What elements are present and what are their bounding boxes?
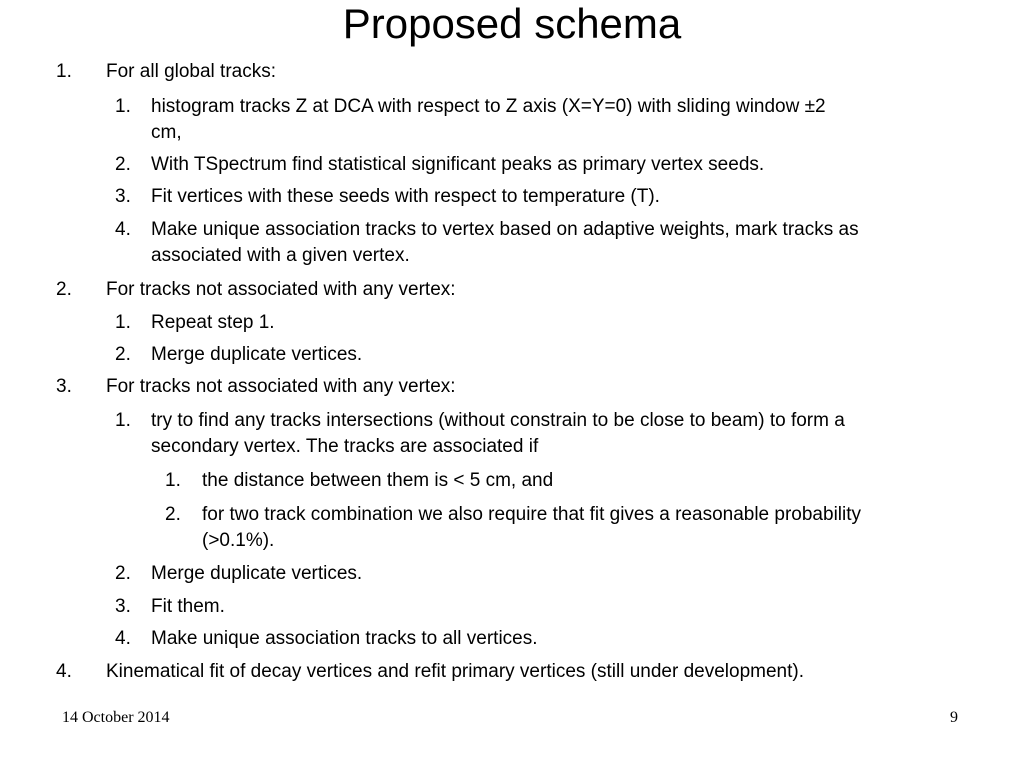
list-item-text: cm,: [151, 122, 182, 143]
list-item-text: Fit vertices with these seeds with respect to temperature (T).: [151, 186, 660, 207]
list-item-number: 1.: [115, 96, 131, 117]
list-item-text: Merge duplicate vertices.: [151, 563, 363, 584]
slide-title: Proposed schema: [342, 0, 682, 47]
list-item-number: 4.: [56, 661, 72, 682]
list-item-text: the distance between them is < 5 cm, and: [202, 470, 554, 491]
list-item-number: 2.: [115, 154, 131, 175]
footer-date: 14 October 2014: [62, 709, 170, 726]
list-item-number: 3.: [115, 186, 131, 207]
list-item-number: 1.: [165, 470, 181, 491]
list-item-text: Kinematical fit of decay vertices and refit primary vertices (still under development).: [106, 661, 804, 682]
list-item-text: For all global tracks:: [106, 61, 277, 82]
list-item-text: (>0.1%).: [202, 530, 275, 551]
list-item-text: secondary vertex. The tracks are associated if: [151, 436, 539, 457]
list-item-number: 3.: [115, 596, 131, 617]
list-item-number: 1.: [115, 410, 131, 431]
list-item-number: 4.: [115, 219, 131, 240]
list-item-number: 3.: [56, 376, 72, 397]
list-item-number: 4.: [115, 628, 131, 649]
page-number: 9: [950, 709, 958, 726]
list-item-text: histogram tracks Z at DCA with respect to Z axis (X=Y=0) with sliding window ±2: [151, 96, 826, 117]
list-item-text: Repeat step 1.: [151, 312, 275, 333]
list-item-text: Make unique association tracks to all vertices.: [151, 628, 538, 649]
list-item-number: 2.: [165, 504, 181, 525]
list-item-number: 1.: [115, 312, 131, 333]
list-item-number: 2.: [115, 344, 131, 365]
list-item-text: For tracks not associated with any vertex:: [106, 279, 456, 300]
list-item-text: Merge duplicate vertices.: [151, 344, 363, 365]
list-item-number: 1.: [56, 61, 72, 82]
list-item-number: 2.: [115, 563, 131, 584]
list-item-text: Fit them.: [151, 596, 225, 617]
list-item-text: for two track combination we also require that fit gives a reasonable probability: [202, 504, 862, 525]
list-item-text: Make unique association tracks to vertex based on adaptive weights, mark tracks as: [151, 219, 859, 240]
list-item-text: associated with a given vertex.: [151, 245, 410, 266]
list-item-text: try to find any tracks intersections (without constrain to be close to beam) to form a: [151, 410, 845, 431]
list-item-text: For tracks not associated with any vertex:: [106, 376, 456, 397]
list-item-text: With TSpectrum find statistical significant peaks as primary vertex seeds.: [151, 154, 765, 175]
list-item-number: 2.: [56, 279, 72, 300]
